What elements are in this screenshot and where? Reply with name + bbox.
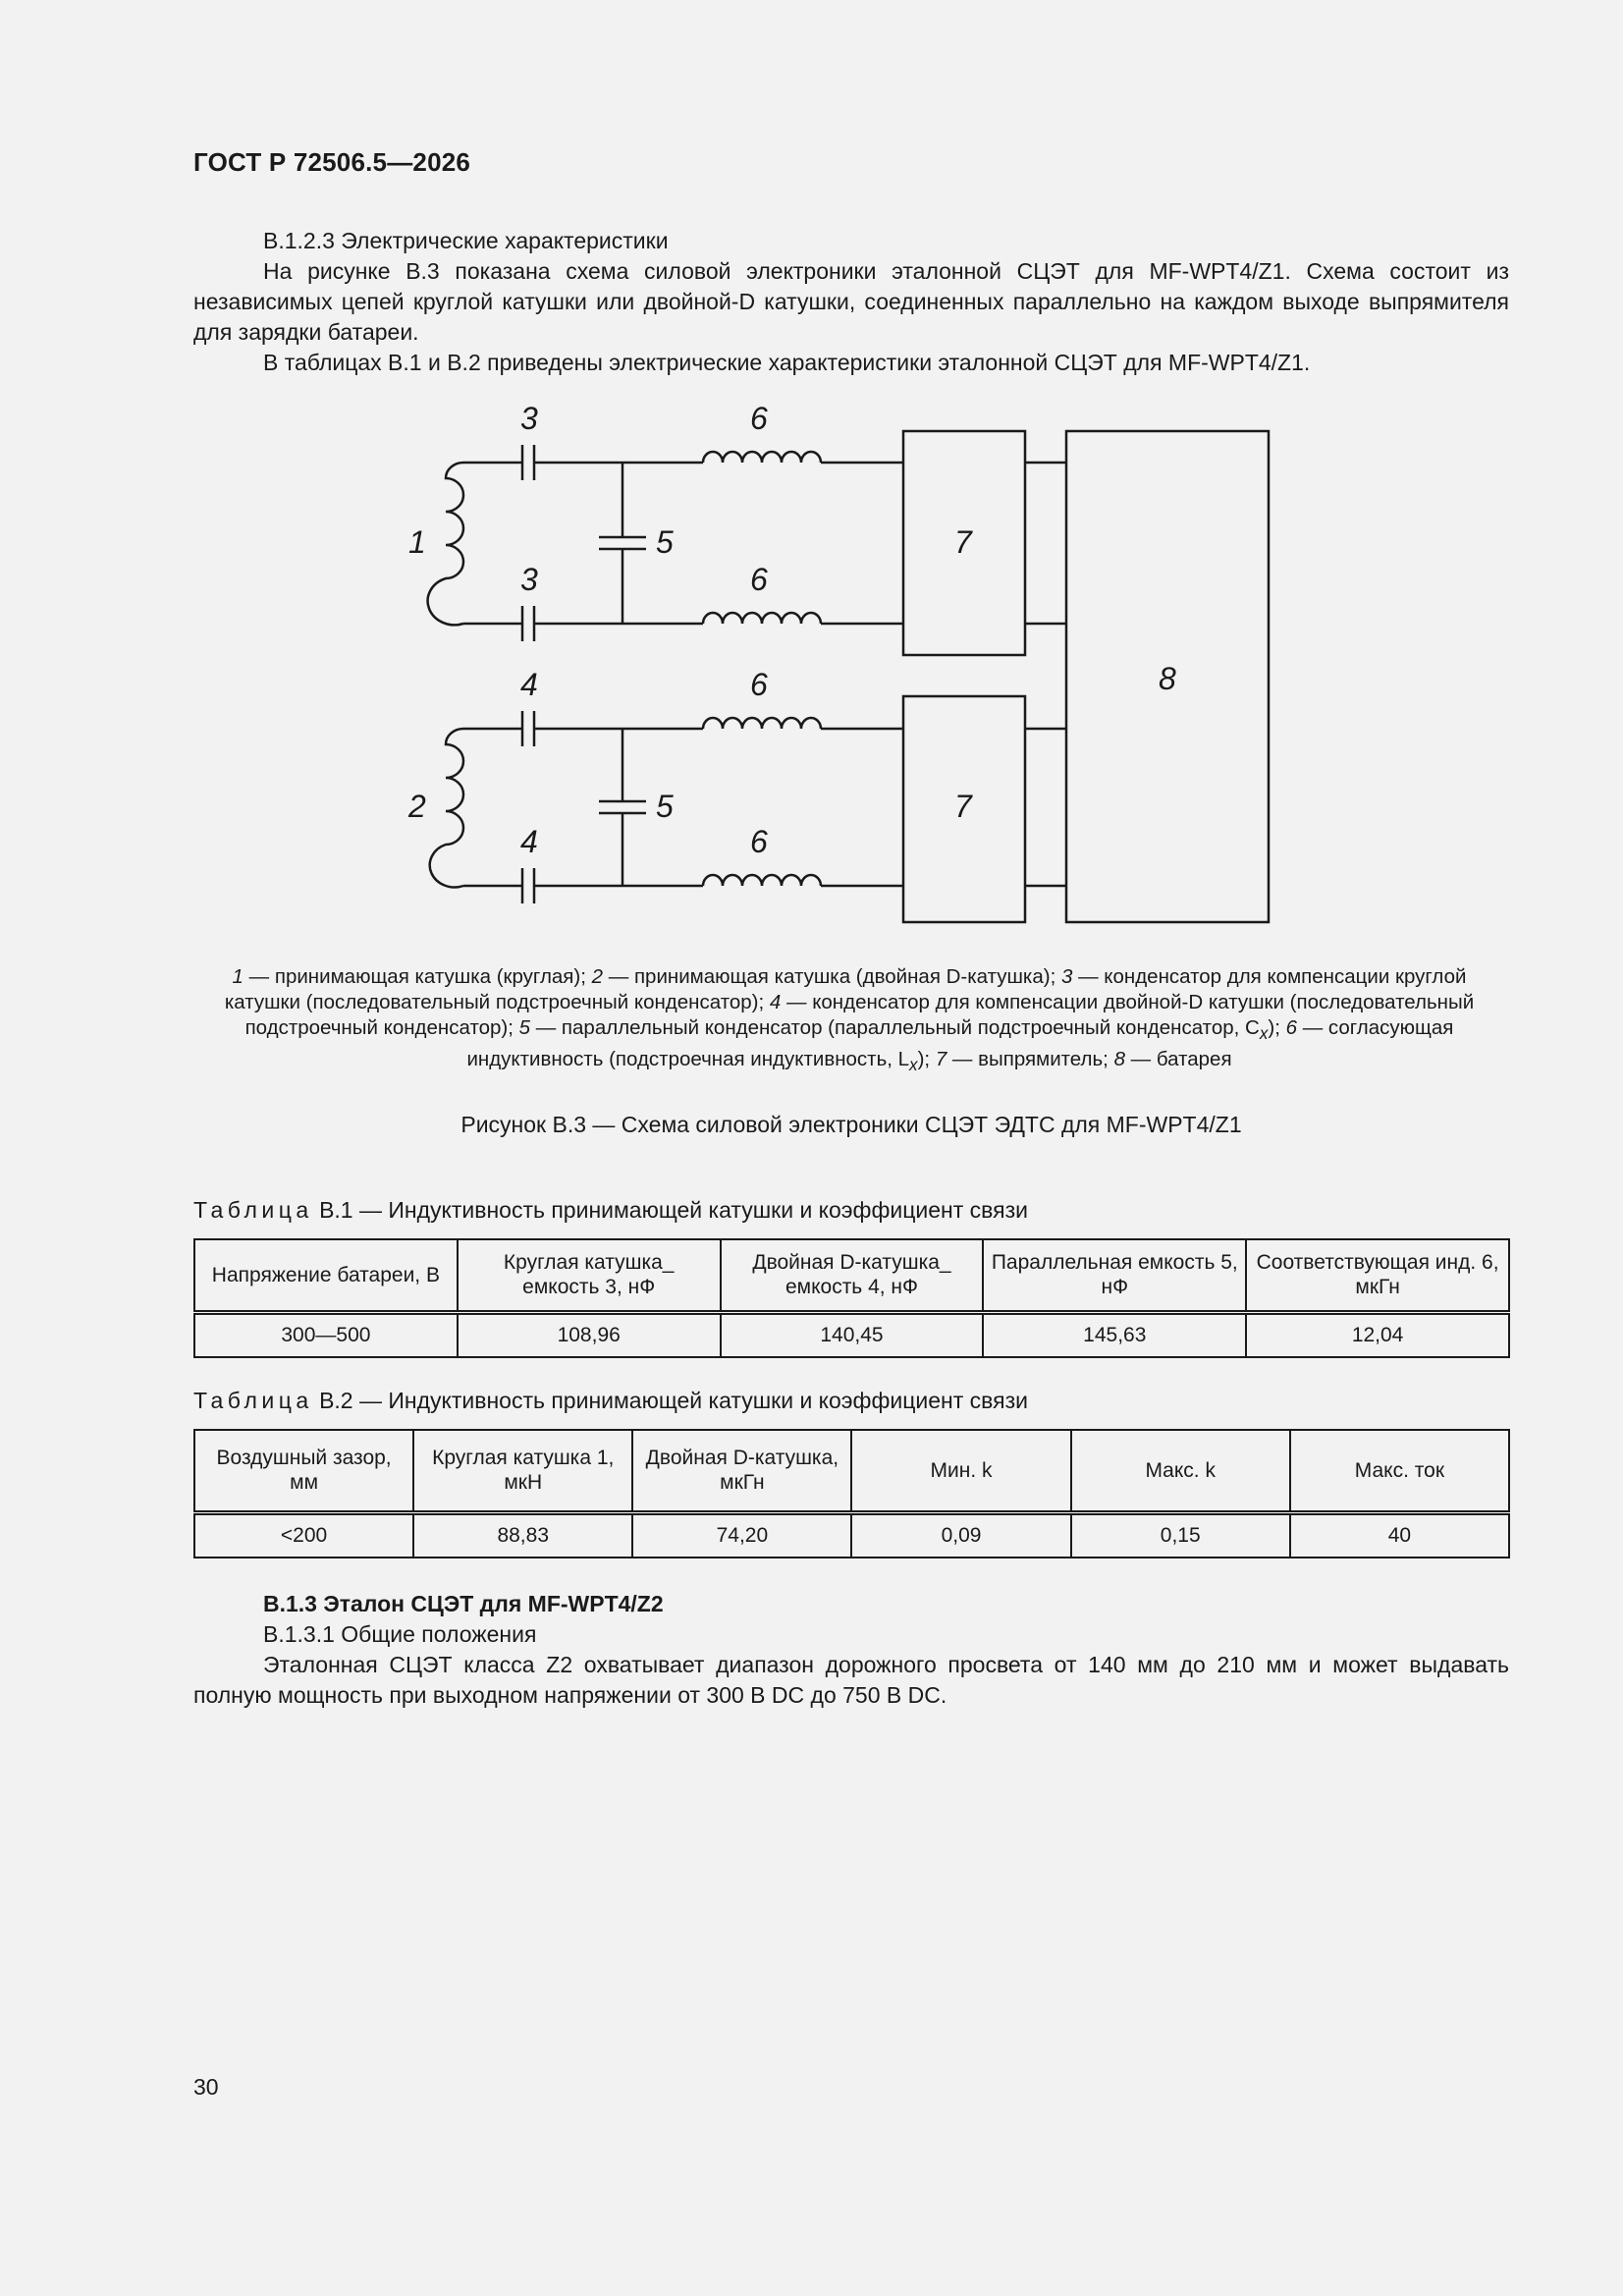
table1-cell: 145,63 xyxy=(983,1312,1246,1357)
label-8: 8 xyxy=(1159,661,1176,696)
table1-title: Таблица B.1 — Индуктивность принимающей катушки и коэффициент связи xyxy=(193,1197,1028,1223)
subsection-heading-b131: B.1.3.1 Общие положения xyxy=(263,1621,537,1647)
table2-header-cell: Мин. k xyxy=(851,1430,1070,1512)
inductor-4 xyxy=(703,875,821,886)
table-b1 xyxy=(193,1238,1510,1358)
figure-legend: 1 — принимающая катушка (круглая); 2 — принимающая катушка (двойная D-катушка); 3 — конденсатор для компенсации круглой катушки (последовательный подстроечный конденсатор); 4 — конденсатор для компенсации двойной-D катушки (последовательный подстроечный конденсатор); 5 — параллельный конденсатор (параллельный подстроечный конденсатор, $C_x$); 6 — согласующая индуктивность (подстроечная индуктивность, $L_x$); 7 — выпрямитель; 8 — батарея xyxy=(224,965,1475,1075)
table-b2 xyxy=(193,1429,1510,1558)
table2-header-cell: Макс. k xyxy=(1071,1430,1290,1512)
label-5-bottom: 5 xyxy=(656,789,674,824)
document-header: ГОСТ Р 72506.5—2026 xyxy=(193,147,471,177)
label-2: 2 xyxy=(408,789,426,824)
label-4-bottom: 4 xyxy=(520,824,538,859)
table1-header-cell: Параллельная емкость 5, нФ xyxy=(983,1239,1246,1312)
table2-header-cell: Макс. ток xyxy=(1290,1430,1509,1512)
label-3-top: 3 xyxy=(520,401,538,436)
table1-header-cell: Соответствующая инд. 6, мкГн xyxy=(1246,1239,1509,1312)
label-3-bottom: 3 xyxy=(520,562,538,597)
label-7-bottom: 7 xyxy=(954,789,972,824)
table1-header-cell: Напряжение батареи, В xyxy=(194,1239,458,1312)
table2-header-cell: Воздушный зазор, мм xyxy=(194,1430,413,1512)
coil-round xyxy=(428,463,463,625)
table1-cell: 108,96 xyxy=(458,1312,721,1357)
label-7-top: 7 xyxy=(954,524,972,560)
table2-title: Таблица B.2 — Индуктивность принимающей катушки и коэффициент связи xyxy=(193,1388,1028,1413)
table-row xyxy=(194,1312,1509,1357)
table2-header-cell: Круглая катушка 1, мкН xyxy=(413,1430,632,1512)
paragraph-figure-description: На рисунке B.3 показана схема силовой электроники эталонной СЦЭТ для MF-WPT4/Z1. Схема состоит из независимых цепей круглой катушки или двойной-D катушки, соединенных параллельно на каждом выходе выпрямителя для зарядки батареи. xyxy=(193,258,1509,345)
table2-cell: <200 xyxy=(194,1512,413,1558)
table1-cell: 12,04 xyxy=(1246,1312,1509,1357)
label-6-2: 6 xyxy=(750,562,768,597)
inductor-2 xyxy=(703,613,821,624)
table2-cell: 40 xyxy=(1290,1512,1509,1558)
page-number: 30 xyxy=(193,2074,219,2100)
table1-cell: 300—500 xyxy=(194,1312,458,1357)
figure-caption: Рисунок B.3 — Схема силовой электроники СЦЭТ ЭДТС для MF-WPT4/Z1 xyxy=(460,1112,1242,1137)
label-6-4: 6 xyxy=(750,824,768,859)
paragraph-tables-reference: В таблицах B.1 и B.2 приведены электрические характеристики эталонной СЦЭТ для MF-WPT4/Z1. xyxy=(263,350,1311,375)
table1-header-cell: Двойная D-катушка_ емкость 4, нФ xyxy=(721,1239,984,1312)
power-electronics-schematic xyxy=(383,398,1286,948)
inductor-3 xyxy=(703,718,821,729)
table1-cell: 140,45 xyxy=(721,1312,984,1357)
table1-header-cell: Круглая катушка_ емкость 3, нФ xyxy=(458,1239,721,1312)
table2-cell: 0,15 xyxy=(1071,1512,1290,1558)
paragraph-z2-description: Эталонная СЦЭТ класса Z2 охватывает диапазон дорожного просвета от 140 мм до 210 мм и может выдавать полную мощность при выходном напряжении от 300 В DC до 750 В DC. xyxy=(193,1652,1509,1708)
label-5-top: 5 xyxy=(656,524,674,560)
label-1: 1 xyxy=(408,524,426,560)
coil-dd xyxy=(430,729,463,887)
table2-header-cell: Двойная D-катушка, мкГн xyxy=(632,1430,851,1512)
inductor-1 xyxy=(703,452,821,463)
label-6-1: 6 xyxy=(750,401,768,436)
section-heading-b123: B.1.2.3 Электрические характеристики xyxy=(263,228,669,253)
table-row xyxy=(194,1512,1509,1558)
table2-cell: 88,83 xyxy=(413,1512,632,1558)
label-6-3: 6 xyxy=(750,667,768,702)
table2-cell: 74,20 xyxy=(632,1512,851,1558)
label-4-top: 4 xyxy=(520,667,538,702)
section-heading-b13: B.1.3 Эталон СЦЭТ для MF-WPT4/Z2 xyxy=(263,1591,664,1616)
table2-cell: 0,09 xyxy=(851,1512,1070,1558)
